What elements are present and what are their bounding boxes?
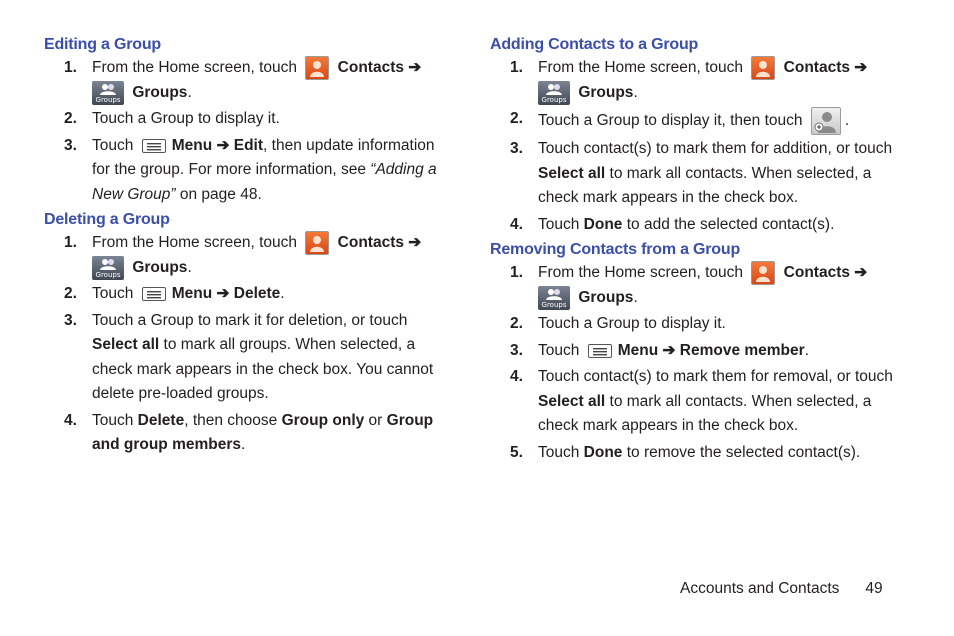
contacts-label: Contacts ➔ [783,59,868,77]
step-text: Touch [92,411,138,429]
left-column [44,34,454,460]
deleting-steps [44,231,454,458]
step-item [44,134,454,208]
step-text: Touch a Group to display it. [538,315,726,333]
menu-key-icon [588,344,612,358]
step-item [490,261,910,310]
punct: . [633,288,638,306]
step-text: From the Home screen, touch [538,264,744,282]
step-text: From the Home screen, touch [92,59,298,77]
menu-delete-label: Menu ➔ Delete [171,285,281,303]
step-text: to mark all contacts. When selected, a check mark appears in the check box. [538,164,872,207]
step-number: 3. [64,136,77,154]
section-heading-editing-group: Editing a Group [44,36,161,53]
step-item [44,231,454,280]
menu-edit-label: Menu ➔ Edit [171,136,264,154]
step-text: to mark all groups. When selected, a check mark appears in the check box. You cannot delete pre-loaded groups. [92,336,434,403]
step-number: 3. [64,311,77,329]
step-text: Touch contact(s) to mark them for removal, or touch [538,368,893,386]
step-text: From the Home screen, touch [92,234,298,252]
step-text: to add the selected contact(s). [622,215,835,233]
step-number: 2. [64,110,77,128]
punct: . [280,285,285,303]
step-text: on page 48. [175,185,262,203]
step-number: 2. [510,110,523,128]
menu-key-icon [142,287,166,301]
editing-steps [44,56,454,207]
page-number: 49 [865,580,883,597]
step-item [490,107,910,135]
page-footer [680,578,883,600]
step-text: Touch contact(s) to mark them for addition, or touch [538,140,893,158]
contacts-label: Contacts ➔ [783,264,868,282]
step-text: or [364,411,387,429]
step-item [490,312,910,337]
contacts-app-icon [751,261,775,285]
right-column [490,34,910,467]
step-number: 1. [64,59,77,76]
groups-label: Groups [578,288,634,306]
groups-tab-icon [92,256,124,280]
step-text: From the Home screen, touch [538,59,744,77]
select-all-label: Select all [538,164,606,182]
step-item [490,213,910,238]
step-text: Touch a Group to mark it for deletion, or touch [92,311,408,329]
groups-label: Groups [578,83,634,101]
step-text: Touch a Group to display it, then touch [538,112,803,130]
step-item [44,409,454,458]
adding-steps [490,56,910,237]
done-label: Done [583,443,623,461]
step-number: 1. [510,59,523,76]
step-text: Touch [538,215,584,233]
cross-reference: “Adding a New Group” [92,161,437,203]
select-all-label: Select all [538,392,606,410]
groups-label: Groups [132,83,188,101]
groups-icon-label: Groups [541,95,567,104]
groups-icon-label: Groups [95,270,121,279]
groups-tab-icon [538,81,570,105]
add-contact-icon [811,107,841,135]
step-item [44,107,454,132]
step-number: 3. [510,140,523,158]
step-item [44,282,454,307]
groups-icon-label: Groups [95,95,121,104]
step-item [44,309,454,407]
select-all-label: Select all [92,336,160,354]
step-number: 1. [64,234,77,252]
step-text: Touch a Group to display it. [92,110,280,128]
delete-label: Delete [137,411,185,429]
step-item [44,56,454,105]
step-item [490,339,910,364]
step-item [490,365,910,439]
step-text: , then update information for the group. For more information, see [92,136,435,179]
step-text: Touch [92,285,134,303]
step-text: Touch [92,136,134,154]
contacts-app-icon [305,231,329,255]
punct: . [187,83,192,101]
step-number: 4. [510,368,523,386]
menu-key-icon [142,139,166,153]
section-heading-removing-contacts: Removing Contacts from a Group [490,241,741,259]
step-text: Touch [538,341,580,359]
groups-tab-icon [538,286,570,310]
step-number: 4. [510,215,523,233]
punct: . [187,258,192,276]
section-heading-deleting-group: Deleting a Group [44,211,170,229]
group-only-label: Group only [281,411,365,429]
step-number: 5. [510,443,523,461]
done-label: Done [583,215,623,233]
punct: . [804,341,809,359]
contacts-app-icon [751,56,775,80]
groups-icon-label: Groups [541,300,567,309]
step-item [490,137,910,211]
step-item [490,441,910,466]
step-number: 3. [510,341,523,359]
step-number: 1. [510,264,523,282]
removing-steps [490,261,910,465]
group-and-members-label: Group and group members [92,411,434,454]
section-heading-adding-contacts: Adding Contacts to a Group [490,36,699,53]
step-number: 4. [64,411,77,429]
groups-label: Groups [132,258,188,276]
footer-section-title: Accounts and Contacts [680,580,840,597]
step-text: to mark all contacts. When selected, a check mark appears in the check box. [538,392,872,435]
contacts-app-icon [305,56,329,80]
punct: . [844,112,850,130]
step-text: to remove the selected contact(s). [622,443,861,461]
step-text: , then choose [184,411,282,429]
groups-tab-icon [92,81,124,105]
step-item [490,56,910,105]
step-number: 2. [64,285,77,303]
punct: . [241,436,246,454]
contacts-label: Contacts ➔ [337,59,422,77]
contacts-label: Contacts ➔ [337,234,422,252]
punct: . [633,83,638,101]
step-number: 2. [510,315,523,333]
step-text: Touch [538,443,584,461]
menu-remove-member-label: Menu ➔ Remove member [617,341,805,359]
